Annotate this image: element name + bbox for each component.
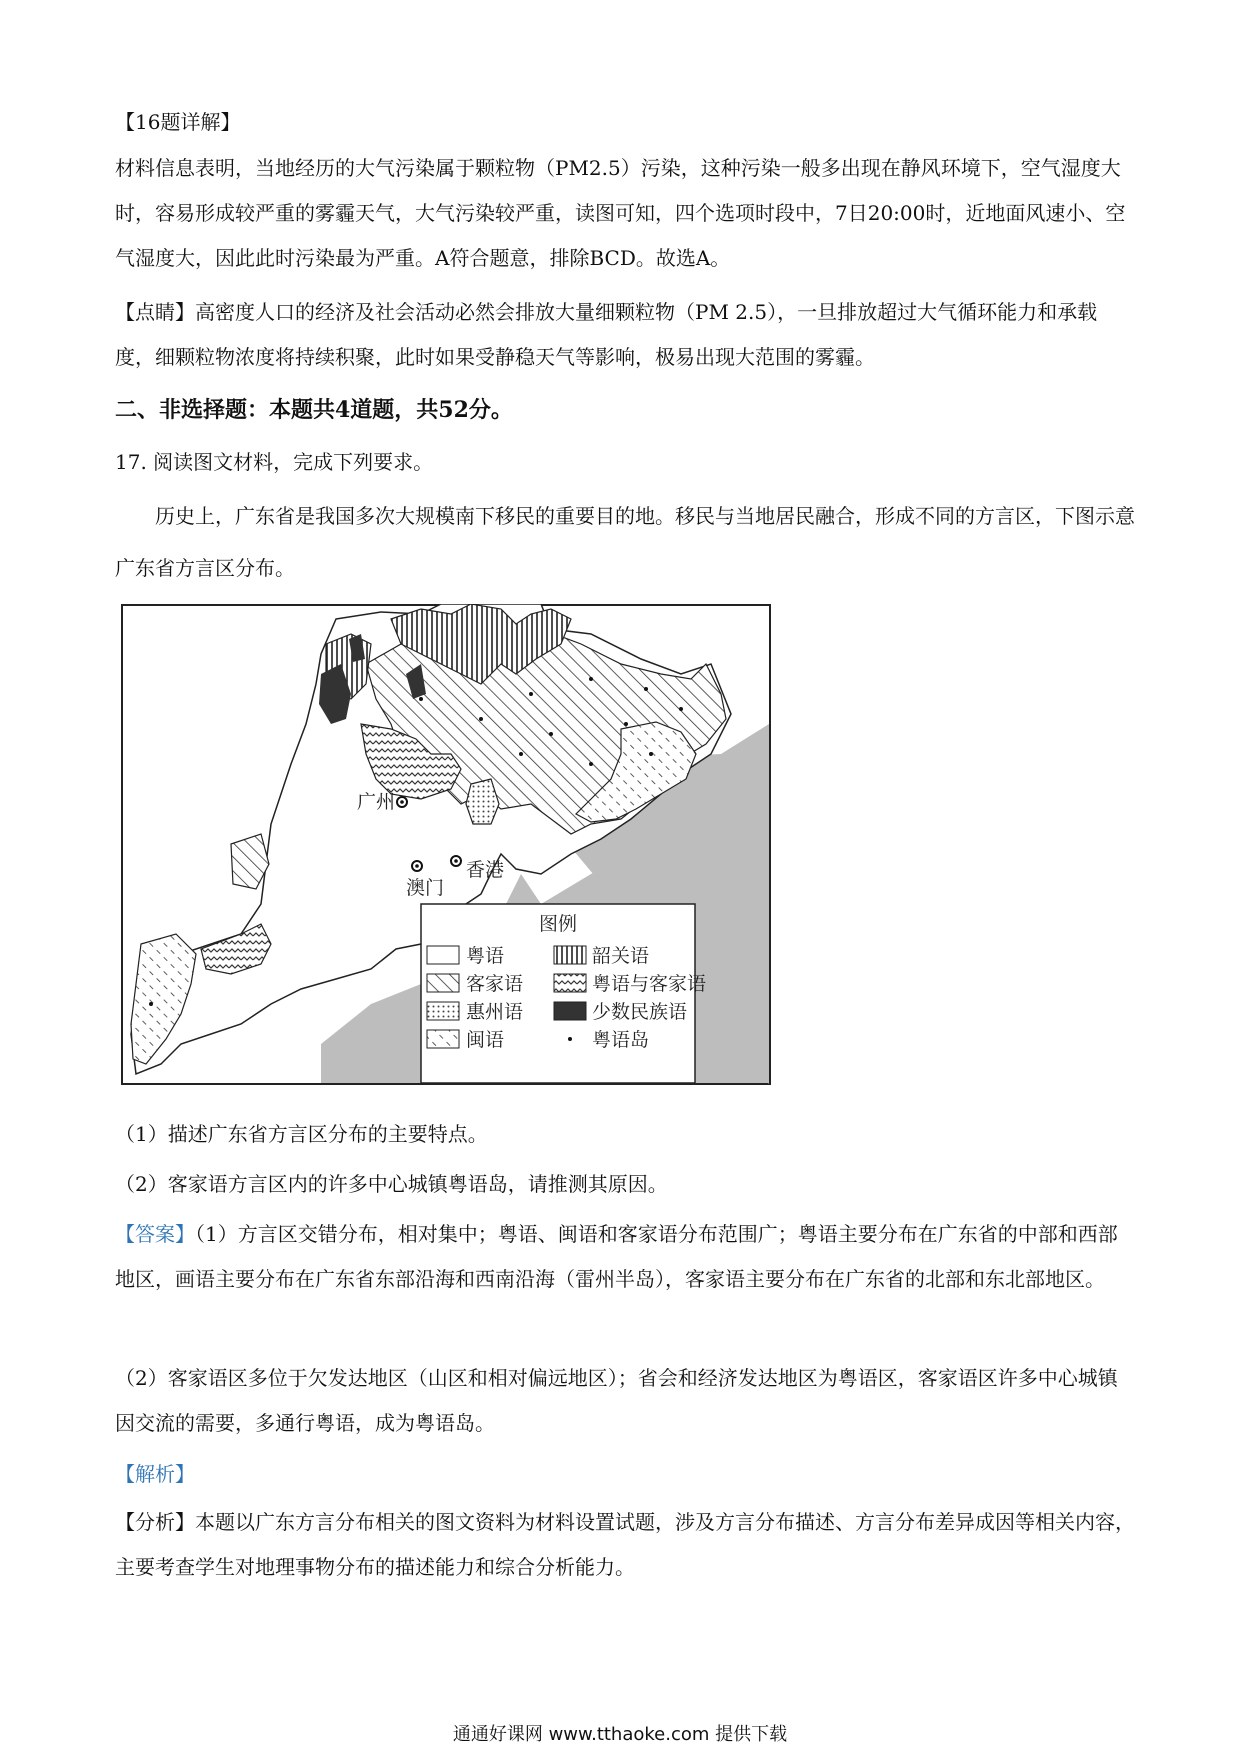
guangzhou-label: 广州 [357, 791, 396, 813]
legend-title: 图例 [539, 913, 578, 935]
footer-download-note: 通通好课网 www.tthaoke.com 提供下载 [452, 1724, 788, 1745]
hongkong-label: 香港 [466, 859, 505, 881]
q16-explanation: 材料信息表明，当地经历的大气污染属于颗粒物（PM2.5）污染，这种污染一般多出现在静风环境下，空气湿度大时，容易形成较严重的雾霾天气，大气污染较严重，读图可知，四个选项时段中，7日20:00时，近地面风速小、空气湿度大，因此此时污染最为严重。A符合题意，排除BCD。故选A。 [115, 156, 1126, 270]
legend-shaoguan: 韶关语 [592, 945, 650, 967]
legend-yue-island: 粤语岛 [592, 1029, 650, 1051]
analysis-text: 【分析】本题以广东方言分布相关的图文资料为材料设置试题，涉及方言分布描述、方言分布差异成因等相关内容，主要考查学生对地理事物分布的描述能力和综合分析能力。 [115, 1510, 1135, 1579]
legend-minority: 少数民族语 [592, 1001, 688, 1023]
macau-label: 澳门 [406, 877, 445, 899]
answer-label: 【答案】 [115, 1222, 195, 1246]
answer-2: （2）客家语区多位于欠发达地区（山区和相对偏远地区）；省会和经济发达地区为粤语区，客家语区许多中心城镇因交流的需要，多通行粤语，成为粤语岛。 [115, 1366, 1118, 1435]
q17-question-1: （1）描述广东省方言区分布的主要特点。 [115, 1122, 488, 1146]
legend-min: 闽语 [466, 1029, 505, 1051]
answer-1: （1）方言区交错分布，相对集中；粤语、闽语和客家语分布范围广；粤语主要分布在广东省的中部和西部地区，画语主要分布在广东省东部沿海和西南沿海（雷州半岛），客家语主要分布在广东省的北部和东北部地区。 [115, 1222, 1118, 1291]
q17-stem: 17. 阅读图文材料，完成下列要求。 [115, 450, 434, 474]
analysis-label: 【解析】 [115, 1462, 195, 1486]
macau-marker [412, 861, 422, 871]
answer-block [115, 1212, 1135, 1302]
q16-tip: 【点睛】高密度人口的经济及社会活动必然会排放大量细颗粒物（PM 2.5），一旦排放超过大气循环能力和承载度，细颗粒物浓度将持续积聚，此时如果受静稳天气等影响，极易出现大范围的雾霾。 [115, 300, 1098, 369]
legend-huizhou: 惠州语 [466, 1001, 524, 1023]
guangzhou-marker [397, 797, 407, 807]
q17-material: 历史上，广东省是我国多次大规模南下移民的重要目的地。移民与当地居民融合，形成不同的方言区，下图示意广东省方言区分布。 [115, 504, 1135, 580]
legend-yue-hakka: 粤语与客家语 [592, 973, 707, 995]
section-title: 二、非选择题：本题共4道题，共52分。 [115, 397, 513, 423]
hongkong-marker [451, 856, 461, 866]
legend-hakka: 客家语 [466, 973, 524, 995]
q17-question-2: （2）客家语方言区内的许多中心城镇粤语岛，请推测其原因。 [115, 1172, 668, 1196]
map-legend [421, 904, 706, 1083]
guangdong-dialect-map [121, 604, 771, 1085]
legend-yue: 粤语 [466, 945, 505, 967]
q16-heading: 【16题详解】 [115, 110, 241, 134]
